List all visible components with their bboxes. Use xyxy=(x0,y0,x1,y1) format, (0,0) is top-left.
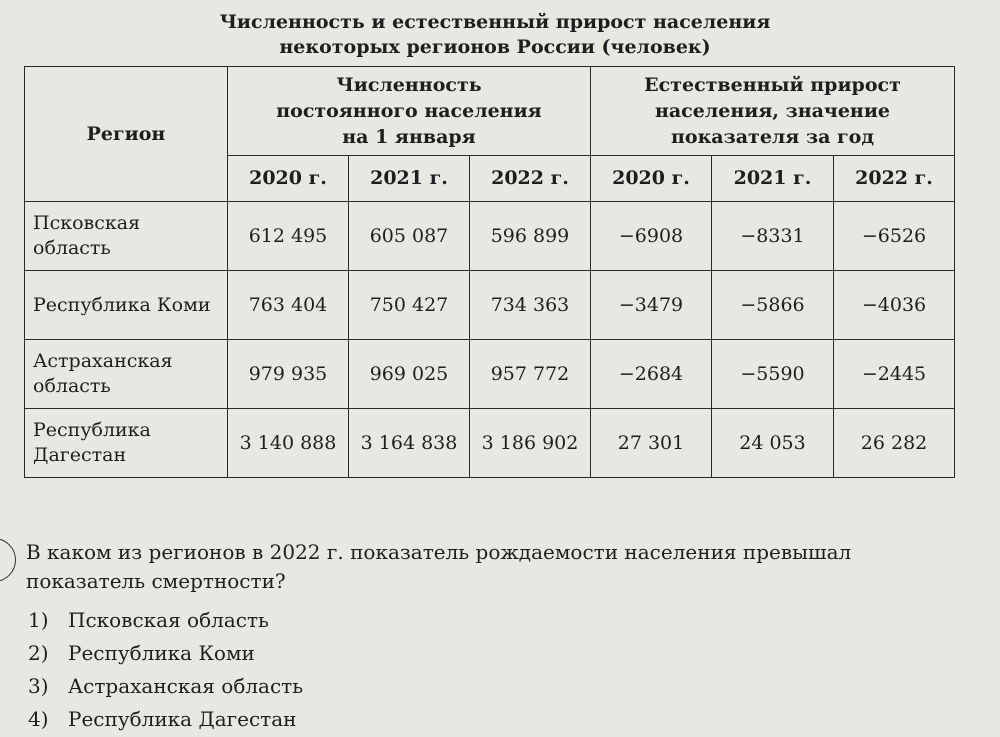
table-cell: −3479 xyxy=(591,271,712,340)
answer-option[interactable] xyxy=(28,671,303,704)
answer-option[interactable] xyxy=(28,605,303,638)
table-cell: 763 404 xyxy=(228,271,349,340)
table-row xyxy=(25,409,955,478)
answer-options xyxy=(28,605,303,737)
answer-option[interactable] xyxy=(28,638,303,671)
question-text: В каком из регионов в 2022 г. показатель рождаемости населения превышал показатель смертности? xyxy=(26,540,852,593)
option-number: 4) xyxy=(28,707,49,731)
header-population-group: Численность постоянного населения на 1 января xyxy=(228,67,591,156)
table-cell: 3 164 838 xyxy=(349,409,470,478)
table-cell: −4036 xyxy=(834,271,955,340)
header-year: 2022 г. xyxy=(470,155,591,201)
region-name: Республика Дагестан xyxy=(25,409,228,478)
population-table xyxy=(24,66,955,478)
table-title xyxy=(200,10,790,60)
table-row xyxy=(25,340,955,409)
table-cell: 26 282 xyxy=(834,409,955,478)
table-cell: 734 363 xyxy=(470,271,591,340)
option-label: Республика Дагестан xyxy=(68,707,297,731)
answer-option[interactable] xyxy=(28,704,303,737)
table-cell: 750 427 xyxy=(349,271,470,340)
table-cell: −2684 xyxy=(591,340,712,409)
table-cell: −5590 xyxy=(712,340,834,409)
table-title-line-2: некоторых регионов России (человек) xyxy=(279,36,711,58)
region-name: Псковская область xyxy=(25,202,228,271)
table-cell: −6526 xyxy=(834,202,955,271)
option-label: Республика Коми xyxy=(68,641,255,665)
header-year: 2021 г. xyxy=(349,155,470,201)
option-number: 3) xyxy=(28,674,49,698)
table-cell: 596 899 xyxy=(470,202,591,271)
table-cell: 605 087 xyxy=(349,202,470,271)
table-cell: 979 935 xyxy=(228,340,349,409)
option-label: Псковская область xyxy=(68,608,269,632)
region-name: Республика Коми xyxy=(25,271,228,340)
region-name: Астраханская область xyxy=(25,340,228,409)
header-year: 2021 г. xyxy=(712,155,834,201)
option-label: Астраханская область xyxy=(68,674,304,698)
table-cell: −5866 xyxy=(712,271,834,340)
table-cell: 969 025 xyxy=(349,340,470,409)
table-row xyxy=(25,271,955,340)
table-cell: 3 186 902 xyxy=(470,409,591,478)
table-cell: −6908 xyxy=(591,202,712,271)
option-number: 1) xyxy=(28,608,49,632)
header-year: 2020 г. xyxy=(591,155,712,201)
header-year: 2020 г. xyxy=(228,155,349,201)
header-growth-group: Естественный прирост населения, значение показателя за год xyxy=(591,67,955,156)
table-cell: 957 772 xyxy=(470,340,591,409)
header-year: 2022 г. xyxy=(834,155,955,201)
table-cell: 24 053 xyxy=(712,409,834,478)
table-cell: 612 495 xyxy=(228,202,349,271)
table-cell: 27 301 xyxy=(591,409,712,478)
header-region: Регион xyxy=(25,67,228,202)
table-cell: −2445 xyxy=(834,340,955,409)
table-row xyxy=(25,202,955,271)
option-number: 2) xyxy=(28,641,49,665)
table-cell: 3 140 888 xyxy=(228,409,349,478)
task-number-circle xyxy=(0,538,16,582)
table-cell: −8331 xyxy=(712,202,834,271)
table-title-line-1: Численность и естественный прирост населения xyxy=(219,11,771,33)
